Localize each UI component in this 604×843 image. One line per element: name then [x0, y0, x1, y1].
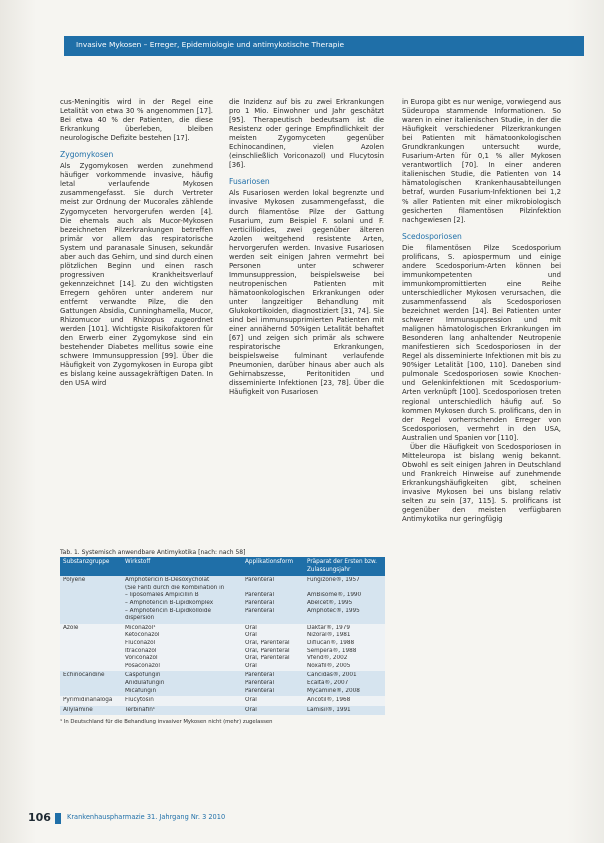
- cell-line: Micafungin: [125, 687, 157, 694]
- cell-line: Lamisil®, 1991: [307, 706, 351, 713]
- running-header: [64, 36, 584, 56]
- table-cell: [304, 671, 385, 696]
- table-row: [60, 624, 385, 672]
- table-cell: [242, 576, 304, 624]
- cell-line: Oral: [245, 632, 257, 639]
- cell-line: – liposomales Ampicillin B: [125, 592, 199, 599]
- table-header-cell: Wirkstoff: [122, 557, 242, 576]
- antimycotics-table: [60, 557, 385, 715]
- cell-text: Polyene: [63, 577, 86, 584]
- paragraph: Als Zygomykosen werden zunehmend häufiger vorkommende invasive, häufig letal verlaufende Mykosen zusammengefasst. Sie durch Vertreter meist zur Ordnung der Mucorales zählende Zygomyceten hervorgerufen werden [4]. Die ehemals auch als Mucor-Mykosen bezeichneten Pilzerkrankungen betreffen primär vor allem das respiratorische System und paranasale Sinusen, sekundär aber auch das Gehirn, und sind durch einen plötzlichen Beginn und einen rasch progressiven Krankheitsverlauf gekennzeichnet [14]. Zu den wichtigsten Erregern gehören unter anderem nur entfernt verwandte Pilze, die den Gattungen Absidia, Cunninghamella, Mucor, Rhizomucor und Rhizopus zugeordnet werden [101]. Wichtigste Risikofaktoren für den Erwerb einer Zygomykose sind ein bestehender Diabetes mellitus sowie eine schwere Immunsuppression [99]. Über die Häufigkeit von Zygomykosen in Europa gibt es bislang keine aussagekräftigen Daten. In den USA wird: [60, 162, 213, 388]
- section-heading-scedosporiosen: Scedosporiosen: [402, 231, 462, 241]
- table-cell: [60, 576, 122, 624]
- cell-line: Noxafil®, 2005: [307, 662, 351, 669]
- table-cell: [122, 706, 242, 716]
- cell-line: [307, 615, 382, 623]
- table-header-cell: Applikationsform: [242, 557, 304, 576]
- table-row: [60, 576, 385, 624]
- table-cell: [60, 696, 122, 706]
- cell-line: Ancotil®, 1968: [307, 697, 351, 704]
- cell-line: Oral, Parenteral: [245, 639, 290, 646]
- cell-line: Ecalta®, 2007: [307, 679, 349, 686]
- table-footnote: ¹ In Deutschland für die Behandlung invasiver Mykosen nicht (mehr) zugelassen: [60, 719, 273, 726]
- table-row: [60, 706, 385, 716]
- section-heading-zygomykosen: Zygomykosen: [60, 150, 114, 160]
- cell-line: Itraconazol: [125, 647, 157, 654]
- cell-line: Parenteral: [245, 687, 275, 694]
- cell-line: Oral: [245, 662, 257, 669]
- table-cell: [122, 696, 242, 706]
- cell-line: Miconazol¹: [125, 624, 156, 631]
- table-cell: [60, 624, 122, 672]
- table-cell: [304, 696, 385, 706]
- cell-line: [307, 585, 382, 593]
- cell-line: Posaconazol: [125, 662, 160, 669]
- page-footer: [28, 811, 368, 825]
- paragraph: Über die Häufigkeit von Scedosporiosen in Mitteleuropa ist bislang wenig bekannt. Obwohl es seit einigen Jahren in Deutschland und Frankreich Hinweise auf zunehmende Erkrankungshäufigkeiten gibt, scheinen invasive Mykosen bei uns bislang relativ selten zu sein [37, 115]. S. prolificans ist gegenüber den meisten verfügbaren Antimykotika nur geringfügig: [402, 442, 561, 524]
- table-cell: [242, 706, 304, 716]
- cell-line: Fluconazol: [125, 639, 156, 646]
- table-cell: [304, 576, 385, 624]
- cell-line: Parenteral: [245, 592, 275, 599]
- cell-line: Anidulafungin: [125, 679, 165, 686]
- table-cell: [242, 696, 304, 706]
- table-cell: [60, 706, 122, 716]
- cell-line: Cancidas®, 2001: [307, 672, 357, 679]
- table-header-row: [60, 557, 385, 576]
- cell-line: Voriconazol: [125, 655, 158, 662]
- table-header-cell: Substanzgruppe: [60, 557, 122, 576]
- cell-line: Parenteral: [245, 577, 275, 584]
- cell-line: Amphotec®, 1995: [307, 607, 360, 614]
- table-row: [60, 696, 385, 706]
- cell-line: Daktar®, 1979: [307, 624, 350, 631]
- cell-line: Sempera®, 1988: [307, 647, 357, 654]
- cell-line: Parenteral: [245, 599, 275, 606]
- cell-line: – Amphotericin B-Lipidkolloide: [125, 607, 211, 614]
- table-header-cell: Präparat der Ersten bzw. Zulassungsjahr: [304, 557, 385, 576]
- cell-line: Ketoconazol: [125, 632, 160, 639]
- cell-line: Oral: [245, 697, 257, 704]
- cell-line: [245, 615, 301, 623]
- text-column-middle: [229, 98, 384, 398]
- section-heading-fusariosen: Fusariosen: [229, 177, 270, 187]
- table-cell: [60, 671, 122, 696]
- cell-text: Azole: [63, 624, 79, 631]
- paragraph: Die filamentösen Pilze Scedosporium prolificans, S. apiospermum und einige andere Scedosporium-Arten können bei immunkompetenten und immunkompromittierten eine Reihe unterschiedlicher Mykosen verursachen, die zusammenfassend als Scedosporiosen bezeichnet werden [14]. Bei Patienten unter schwerer Immunsuppression und mit malignen hämatologischen Erkrankungen im Besonderen lang anhaltender Neutropenie manifestieren sich Scedosporiosen in der Regel als disseminierte Infektionen mit bis zu 90%iger Letalität [100, 110]. Daneben sind pulmonale Scedosporiosen sowie Knochen- und Gelenkinfektionen mit Scedosporium-Arten verknüpft [100]. Scedosporiosen treten regional unterschiedlich häufig auf. So kommen Mykosen durch S. prolificans, den in der Regel vorherrschenden Erreger von Scedosporiosen, vermehrt in den USA, Australien und Spanien vor [110].: [402, 243, 561, 442]
- cell-line: Oral, Parenteral: [245, 647, 290, 654]
- cell-line: Parenteral: [245, 607, 275, 614]
- table-cell: [304, 624, 385, 672]
- cell-line: (Sie Fanti durch die Kombination in: [125, 584, 225, 591]
- cell-line: Fungizone®, 1957: [307, 577, 360, 584]
- table-row: [60, 671, 385, 696]
- text-column-left: [60, 98, 213, 388]
- cell-line: [245, 585, 301, 593]
- cell-text: Pyrimidinanaloga: [63, 697, 113, 704]
- cell-line: dispersion: [125, 615, 155, 622]
- running-header-title: Invasive Mykosen – Erreger, Epidemiologie und antimykotische Therapie: [76, 40, 345, 49]
- table-cell: [242, 624, 304, 672]
- page-number: 106: [28, 811, 51, 824]
- table-caption: Tab. 1. Systemisch anwendbare Antimykotika [nach: nach 58]: [60, 549, 246, 556]
- paragraph: cus-Meningitis wird in der Regel eine Letalität von etwa 30 % angenommen [17]. Bei etwa 40 % der Patienten, die diese Erkrankung überleben, bleiben neurologische Defizite bestehen [17].: [60, 98, 213, 143]
- cell-line: Oral: [245, 624, 257, 631]
- cell-line: Parenteral: [245, 672, 275, 679]
- footer-accent-bar: [55, 813, 61, 824]
- cell-line: Flucytosin: [125, 697, 154, 704]
- paragraph: die Inzidenz auf bis zu zwei Erkrankungen pro 1 Mio. Einwohner und Jahr geschätzt [95]. Therapeutisch bedeutsam ist die Resistenz oder geringe Empfindlichkeit der meisten Zygomyceten gegenüber Echinocandinen, vielen Azolen (einschließlich Voriconazol) und Flucytosin [36].: [229, 98, 384, 170]
- table-cell: [304, 706, 385, 716]
- table-cell: [242, 671, 304, 696]
- cell-line: – Amphotericin B-Lipidkomplex: [125, 599, 214, 606]
- cell-line: Nizoral®, 1981: [307, 632, 351, 639]
- antimycotics-table-block: [60, 549, 385, 726]
- cell-text: Allylamine: [63, 706, 93, 713]
- paragraph: in Europa gibt es nur wenige, vorwiegend aus Südeuropa stammende Informationen. So waren in einer italienischen Studie, in der die Häufigkeit verschiedener Pilzerkrankungen bei Patienten mit hämatoonkologischen Grundkrankungen untersucht wurde, Fusarium-Arten für 0,1 % aller Mykosen verantwortlich [70]. In einer anderen italienischen Studie, die Patienten von 14 hämatologischen Krankenhausabteilungen betraf, wurden Fusarium-Infektionen bei 1,2 % aller Patienten mit einer mikrobiologisch gesicherten filamentösen Pilzinfektion nachgewiesen [2].: [402, 98, 561, 224]
- paragraph: Als Fusariosen werden lokal begrenzte und invasive Mykosen zusammengefasst, die durch filamentöse Pilze der Gattung Fusarium, zum Beispiel F. solani und F. verticillioides, zwei gegenüber älteren Azolen weitgehend resistente Arten, hervorgerufen werden. Invasive Fusariosen werden seit einigen Jahren vermehrt bei Personen unter schwerer Immunsuppression, beispielsweise bei neutropenischen Patienten mit hämatoonkologischen Erkrankungen oder unter langzeitiger Behandlung mit Glukokortikoiden, diagnostiziert [31, 74]. Sie sind bei immunsupprimierten Patienten mit einer annähernd 50%igen Letalität behaftet [67] und zeigen sich primär als schwere respiratorische Erkrankungen, beispielsweise fulminant verlaufende Pneumonien, darüber hinaus aber auch als Gehirnabszesse, Peritonitiden und disseminierte Infektionen [23, 78]. Über die Häufigkeit von Fusariosen: [229, 189, 384, 397]
- cell-line: Mycamine®, 2008: [307, 687, 360, 694]
- cell-line: Oral: [245, 706, 257, 713]
- cell-line: Parenteral: [245, 679, 275, 686]
- cell-line: Amphotericin B-Desoxycholat: [125, 577, 210, 584]
- cell-line: Diflucan®, 1988: [307, 639, 355, 646]
- cell-text: Echinocandine: [63, 672, 105, 679]
- table-cell: [122, 624, 242, 672]
- cell-line: Abelcet®, 1995: [307, 599, 353, 606]
- cell-line: Oral, Parenteral: [245, 655, 290, 662]
- cell-line: Terbinafin¹: [125, 706, 156, 713]
- table-cell: [122, 671, 242, 696]
- cell-line: Vfend®, 2002: [307, 655, 348, 662]
- cell-line: Caspofungin: [125, 672, 161, 679]
- text-column-right: [402, 98, 561, 524]
- cell-line: AmBisome®, 1990: [307, 592, 362, 599]
- table-cell: [122, 576, 242, 624]
- journal-citation: Krankenhauspharmazie 31. Jahrgang Nr. 3 2010: [67, 813, 226, 821]
